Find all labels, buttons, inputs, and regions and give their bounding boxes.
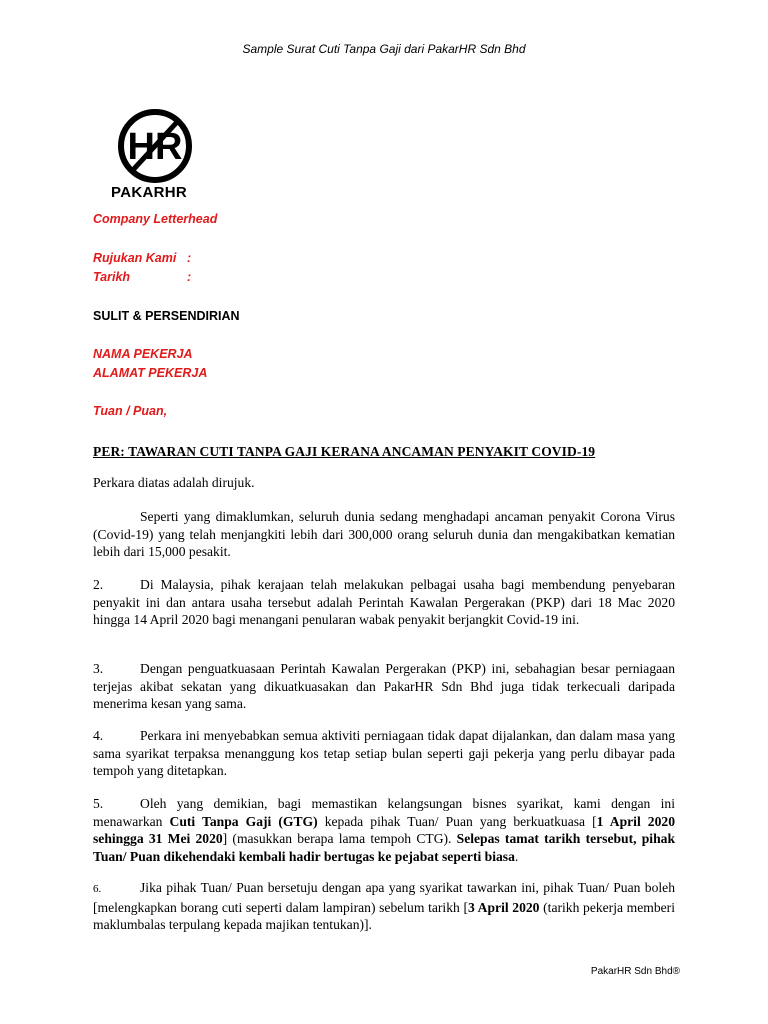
paragraph-5-ctg: Cuti Tanpa Gaji (GTG) (169, 813, 318, 829)
date-colon: : (187, 270, 192, 284)
paragraph-4-number: 4. (93, 728, 104, 743)
subject-line: PER: TAWARAN CUTI TANPA GAJI KERANA ANCAMAN PENYAKIT COVID-19 (93, 444, 596, 459)
reference-row (93, 251, 191, 265)
paragraph-5-text-c: kepada pihak Tuan/ Puan yang berkuatkuasa [ (317, 813, 597, 829)
recipient-name: NAMA PEKERJA (93, 347, 193, 361)
paragraph-1: Seperti yang dimaklumkan, seluruh dunia sedang menghadapi ancaman penyakit Corona Virus (Covid-19) yang telah menjangkiti lebih dari 300,000 orang seluruh dunia dan mengakibatkan kematian lebih dari 15,000 pesakit. (93, 509, 675, 560)
paragraph-2-text: Di Malaysia, pihak kerajaan telah melakukan pelbagai usaha bagi membendung penyebaran penyakit ini dan antara usaha tersebut adalah Perintah Kawalan Pergerakan (PKP) dari 18 Mac 2020 hingga 14 April 2020 bagi menangani penularan wabak penyakit berjangkit Covid-19 ini. (93, 577, 675, 628)
paragraph-4-text: Perkara ini menyebabkan semua aktiviti perniagaan tidak dapat dijalankan, dan dalam masa yang sama syarikat terpaksa menanggung kos tetap setiap bulan seperti gaji pekerja yang perlu dibayar pada tempoh yang ditetapkan. (93, 728, 675, 779)
page-header: Sample Surat Cuti Tanpa Gaji dari PakarHR Sdn Bhd (242, 42, 526, 56)
reference-label: Rujukan Kami (93, 251, 177, 265)
paragraph-2 (93, 576, 675, 629)
paragraph-6 (93, 879, 675, 934)
letterhead-label: Company Letterhead (93, 212, 218, 226)
intro-paragraph: Perkara diatas adalah dirujuk. (93, 475, 255, 490)
paragraph-6-text-c: (tarikh pekerja memberi maklumbalas terpulang kepada majikan tentukan)]. (93, 899, 675, 933)
recipient-address: ALAMAT PEKERJA (93, 366, 208, 380)
paragraph-5-return-note: Selepas tamat tarikh tersebut, pihak Tuan/ Puan dikehendaki kembali hadir bertugas ke pejabat seperti biasa (93, 831, 675, 864)
paragraph-5 (93, 795, 675, 865)
pakarhr-logo-icon (116, 107, 194, 185)
paragraph-5-text-a: Oleh yang demikian, bagi memastikan kelangsungan bisnes syarikat, kami dengan ini menawarkan (93, 796, 675, 829)
paragraph-2-number: 2. (93, 577, 104, 592)
footer-company: PakarHR Sdn Bhd® (590, 966, 680, 977)
paragraph-6-number: 6. (93, 883, 102, 895)
reference-colon: : (187, 251, 192, 265)
paragraph-3 (93, 660, 675, 713)
paragraph-4 (93, 727, 675, 780)
paragraph-6-text-a: Jika pihak Tuan/ Puan bersetuju dengan apa yang syarikat tawarkan ini, pihak Tuan/ Puan boleh [melengkapkan borang cuti seperti dalam lampiran) sebelum tarikh [ (93, 880, 675, 915)
logo-glyphs: HR (127, 126, 183, 168)
confidential-label: SULIT & PERSENDIRIAN (93, 309, 240, 323)
paragraph-5-dates: 1 April 2020 sehingga 31 Mei 2020 (93, 813, 675, 847)
paragraph-5-text-e: ] (masukkan berapa lama tempoh CTG). (222, 831, 457, 847)
paragraph-5-number: 5. (93, 796, 104, 811)
paragraph-5-end: . (514, 848, 519, 864)
date-row (93, 270, 191, 284)
salutation: Tuan / Puan, (93, 404, 168, 418)
paragraph-3-text: Dengan penguatkuasaan Perintah Kawalan Pergerakan (PKP) ini, sebahagian besar perniagaan terjejas akibat sekatan yang dikuatkuasakan dan PakarHR Sdn Bhd juga tidak terkecuali daripada menerima kesan yang sama. (93, 661, 675, 712)
paragraph-6-date: 3 April 2020 (467, 899, 540, 915)
date-label: Tarikh (93, 270, 131, 284)
paragraph-3-number: 3. (93, 661, 104, 676)
brand-name: PAKARHR (111, 184, 187, 201)
